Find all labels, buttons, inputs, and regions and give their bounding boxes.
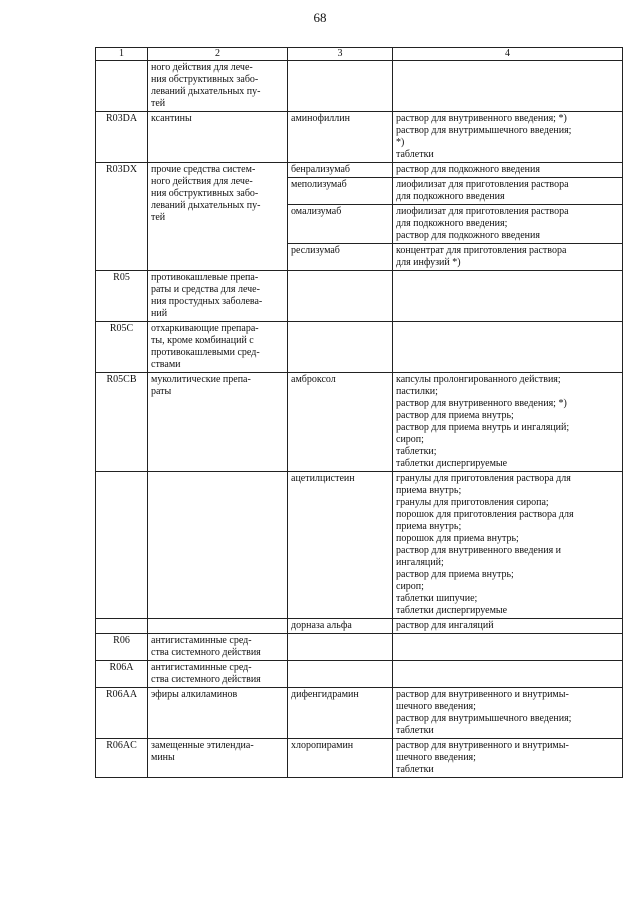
dosage-forms: [393, 661, 623, 688]
group-name: [148, 472, 288, 619]
drug-name: аминофиллин: [288, 112, 393, 163]
atc-code: [96, 472, 148, 619]
drug-name: дорназа альфа: [288, 619, 393, 634]
table-row: [96, 322, 623, 373]
atc-code: R03DX: [96, 163, 148, 271]
atc-code: R05C: [96, 322, 148, 373]
atc-code: [96, 619, 148, 634]
dosage-forms: лиофилизат для приготовления раствора для подкожного введения: [393, 178, 623, 205]
group-name: антигистаминные сред- ства системного действия: [148, 634, 288, 661]
table-row: [96, 619, 623, 634]
drug-name: бенрализумаб: [288, 163, 393, 178]
group-name: замещенные этилендиа- мины: [148, 739, 288, 778]
col-header-4: 4: [393, 48, 623, 61]
dosage-forms: раствор для ингаляций: [393, 619, 623, 634]
atc-code: R06AA: [96, 688, 148, 739]
group-name: антигистаминные сред- ства системного действия: [148, 661, 288, 688]
col-header-3: 3: [288, 48, 393, 61]
drug-name: [288, 634, 393, 661]
col-header-2: 2: [148, 48, 288, 61]
dosage-forms: [393, 271, 623, 322]
dosage-forms: гранулы для приготовления раствора для приема внутрь; гранулы для приготовления сиропа; порошок для приготовления раствора для приема внутрь; порошок для приема внутрь; раствор для внутривенного введения и ингаляций; раствор для приема внутрь; сироп; таблетки шипучие; таблетки диспергируемые: [393, 472, 623, 619]
dosage-forms: капсулы пролонгированного действия; пастилки; раствор для внутривенного введения; *) раствор для приема внутрь; раствор для приема внутрь и ингаляций; сироп; таблетки; таблетки диспергируемые: [393, 373, 623, 472]
atc-code: [96, 61, 148, 112]
drug-name: ацетилцистеин: [288, 472, 393, 619]
drug-name: хлоропирамин: [288, 739, 393, 778]
table-row: [96, 661, 623, 688]
col-header-1: 1: [96, 48, 148, 61]
table-row: [96, 271, 623, 322]
drug-table: [95, 47, 623, 778]
atc-code: R06: [96, 634, 148, 661]
dosage-forms: [393, 61, 623, 112]
group-name: ного действия для лече- ния обструктивных забо- леваний дыхательных пу- тей: [148, 61, 288, 112]
atc-code: R03DA: [96, 112, 148, 163]
atc-code: R05CB: [96, 373, 148, 472]
atc-code: R06A: [96, 661, 148, 688]
dosage-forms: раствор для внутривенного и внутримы- шечного введения; раствор для внутримышечного введения; таблетки: [393, 688, 623, 739]
drug-name: омализумаб: [288, 205, 393, 244]
dosage-forms: раствор для внутривенного введения; *) раствор для внутримышечного введения; *) таблетки: [393, 112, 623, 163]
group-name: муколитические препа- раты: [148, 373, 288, 472]
drug-name: меполизумаб: [288, 178, 393, 205]
drug-name: реслизумаб: [288, 244, 393, 271]
group-name: ксантины: [148, 112, 288, 163]
header-row: [96, 48, 623, 61]
drug-name: [288, 271, 393, 322]
atc-code: R06AC: [96, 739, 148, 778]
dosage-forms: [393, 322, 623, 373]
table-row: [96, 163, 623, 178]
group-name: эфиры алкиламинов: [148, 688, 288, 739]
dosage-forms: концентрат для приготовления раствора для инфузий *): [393, 244, 623, 271]
table-row: [96, 739, 623, 778]
table-row: [96, 112, 623, 163]
group-name: отхаркивающие препара- ты, кроме комбинаций с противокашлевыми сред- ствами: [148, 322, 288, 373]
page-number: 68: [313, 10, 327, 25]
group-name: противокашлевые препа- раты и средства для лече- ния простудных заболева- ний: [148, 271, 288, 322]
table-row: [96, 61, 623, 112]
table-row: [96, 688, 623, 739]
dosage-forms: раствор для внутривенного и внутримы- шечного введения; таблетки: [393, 739, 623, 778]
group-name: прочие средства систем- ного действия для лече- ния обструктивных забо- леваний дыхательных пу- тей: [148, 163, 288, 271]
drug-name: [288, 322, 393, 373]
drug-name: [288, 61, 393, 112]
group-name: [148, 619, 288, 634]
dosage-forms: раствор для подкожного введения: [393, 163, 623, 178]
drug-name: дифенгидрамин: [288, 688, 393, 739]
atc-code: R05: [96, 271, 148, 322]
dosage-forms: [393, 634, 623, 661]
table-row: [96, 373, 623, 472]
drug-name: амброксол: [288, 373, 393, 472]
dosage-forms: лиофилизат для приготовления раствора для подкожного введения; раствор для подкожного введения: [393, 205, 623, 244]
table-row: [96, 472, 623, 619]
drug-name: [288, 661, 393, 688]
table-row: [96, 634, 623, 661]
